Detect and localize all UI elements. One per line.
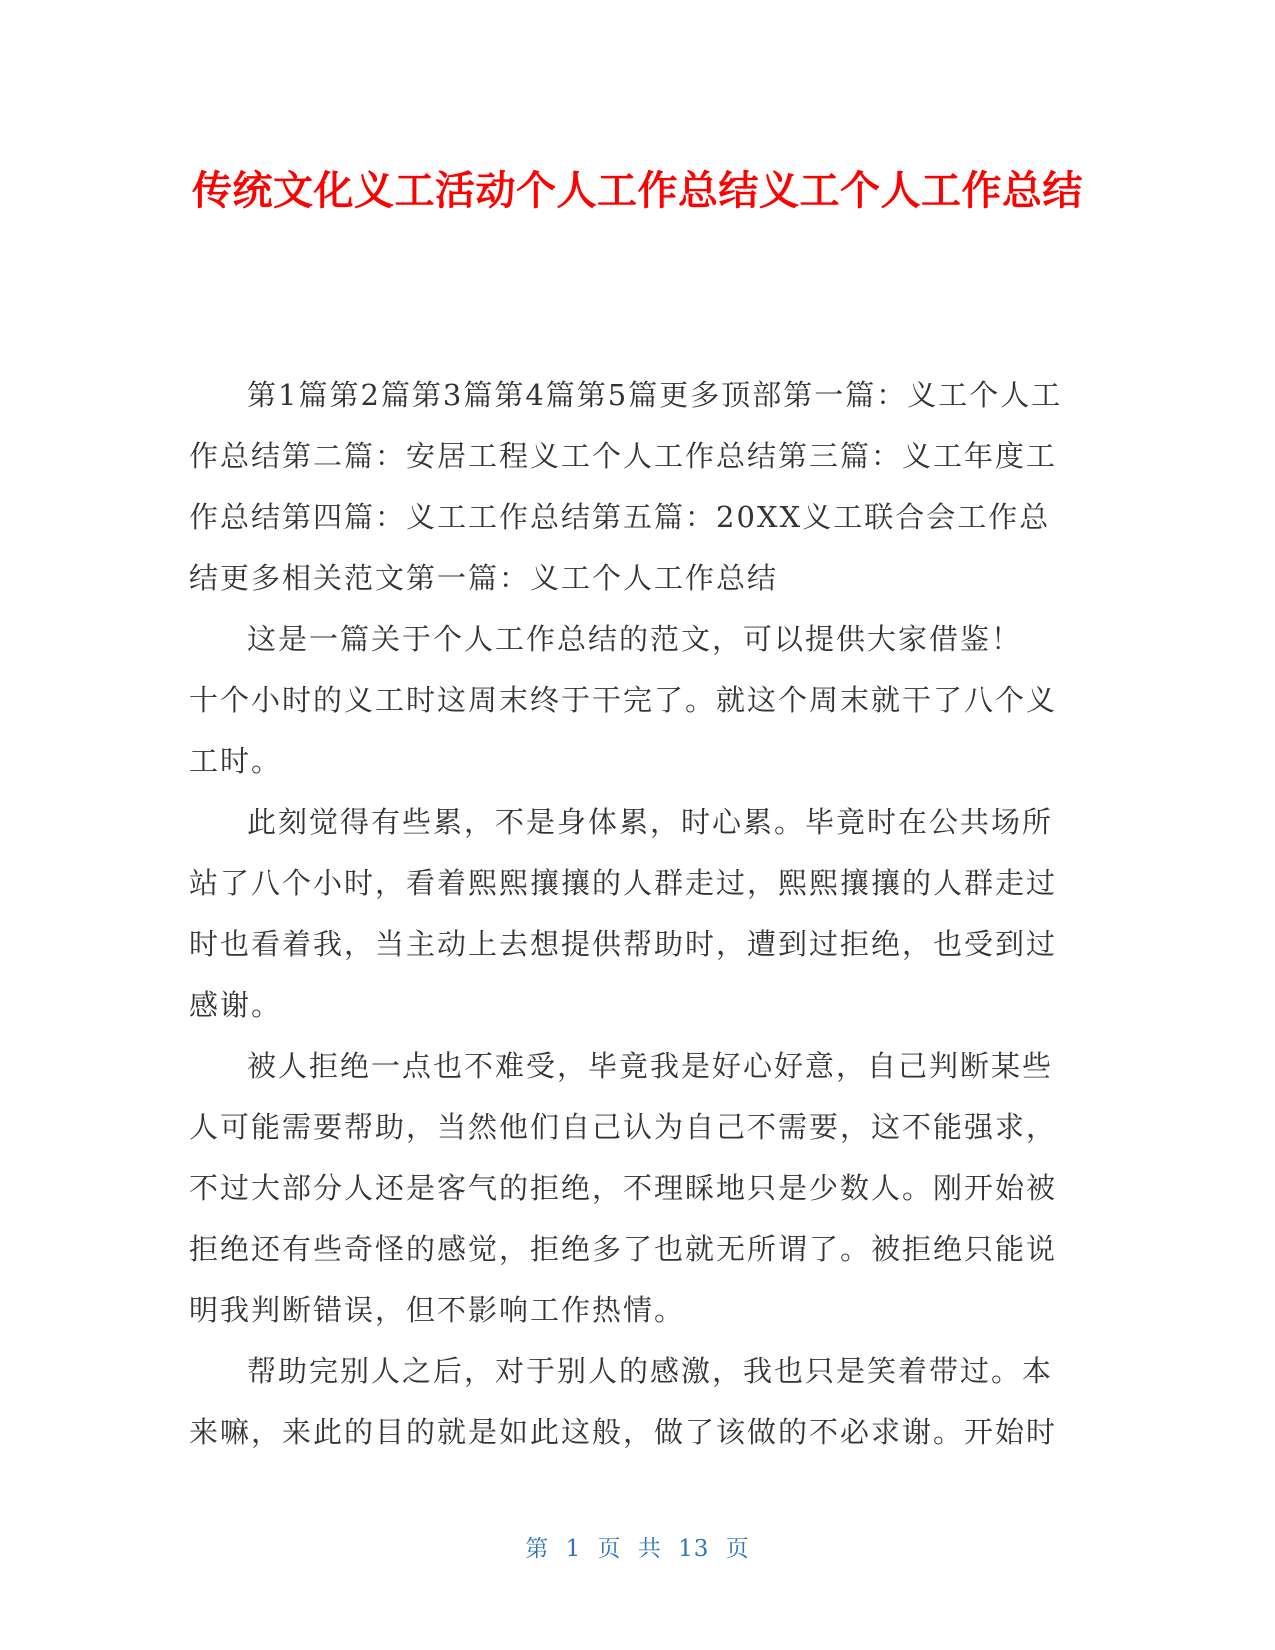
footer-total-pages: 13: [678, 1536, 710, 1562]
paragraph-rejection: 被人拒绝一点也不难受，毕竟我是好心好意，自己判断某些人可能需要帮助，当然他们自己认为自己不需要，这不能强求，不过大部分人还是客气的拒绝，不理睬地只是少数人。刚开始被拒绝还有些奇怪的感觉，拒绝多了也就无所谓了。被拒绝只能说明我判断错误，但不影响工作热情。: [189, 1049, 1058, 1327]
footer-current-page: 1: [565, 1536, 582, 1562]
paragraph-hours: 十个小时的义工时这周末终于干完了。就这个周末就干了八个义工时。: [189, 683, 1058, 778]
document-body: [189, 365, 1064, 1463]
footer-prefix: 第: [525, 1536, 550, 1562]
page-number-footer: [0, 1534, 1275, 1564]
paragraph-helping: 帮助完别人之后，对于别人的感激，我也只是笑着带过。本来嘛，来此的目的就是如此这般，做了该做的不必求谢。开始时: [189, 1354, 1058, 1449]
paragraph-intro: 这是一篇关于个人工作总结的范文，可以提供大家借鉴！: [247, 622, 1023, 656]
document-title: 传统文化义工活动个人工作总结义工个人工作总结: [192, 168, 1083, 214]
footer-total-word: 共: [637, 1536, 662, 1562]
paragraph-toc: 第1篇第2篇第3篇第4篇第5篇更多顶部第一篇：义工个人工作总结第二篇：安居工程义工个人工作总结第三篇：义工年度工作总结第四篇：义工工作总结第五篇：20XX义工联合会工作总结更多相关范文第一篇：义工个人工作总结: [189, 378, 1063, 595]
paragraph-feelings: 此刻觉得有些累，不是身体累，时心累。毕竟时在公共场所站了八个小时，看着熙熙攘攘的人群走过，熙熙攘攘的人群走过时也看着我，当主动上去想提供帮助时，遭到过拒绝，也受到过感谢。: [189, 805, 1058, 1022]
footer-suffix: 页: [725, 1536, 750, 1562]
footer-page-word: 页: [597, 1536, 622, 1562]
